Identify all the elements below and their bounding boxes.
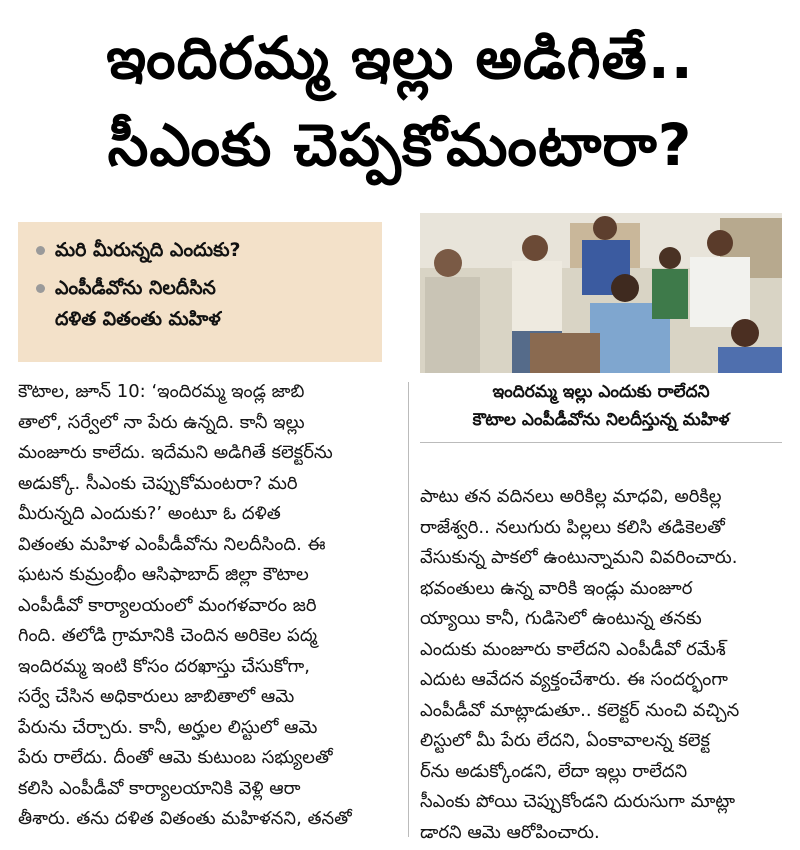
caption-divider [420, 442, 782, 443]
article-line: డారని ఆమె ఆరోపించారు. [420, 821, 600, 843]
article-line: ఇందిరమ్మ ఇంటి కోసం దరఖాస్తు చేసుకోగా, [18, 655, 310, 677]
article-line: పాటు తన వదినలు అరికిల్ల మాధవి, అరికిల్ల [420, 486, 722, 507]
bullet-icon [36, 284, 45, 293]
caption-line: కౌటాల ఎంపీడీవోను నిలదీస్తున్న మహిళ [472, 410, 730, 430]
column-divider [408, 382, 409, 837]
highlight-item [30, 274, 370, 302]
news-photo [420, 213, 782, 373]
article-line: ఎదుట ఆవేదన వ్యక్తంచేశారు. ఈ సందర్భంగా [420, 669, 728, 690]
article-line: మంజూరు కాలేదు. ఇదేమని అడిగితే కలెక్టర్‌ను [18, 442, 333, 463]
article-line: పేరు రాలేదు. దీంతో ఆమె కుటుంబ సభ్యులతో [18, 747, 333, 768]
headline-line-2: సీఎంకు చెప్పకోమంటారా? [107, 111, 693, 179]
article-line: సర్వే చేసిన అధికారులు జాబితాలో ఆమె [18, 686, 295, 707]
article-line: అడుక్కో. సీఎంకు చెప్పుకోమంటరా? మరి [18, 472, 298, 494]
highlight-text: ఎంపీడీవోను నిలదీసిన [55, 277, 216, 299]
highlight-box [18, 222, 382, 362]
article-line: వేసుకున్న పాకలో ఉంటున్నామని వివరించారు. [420, 547, 738, 568]
article-line: భవంతులు ఉన్న వారికి ఇండ్లు మంజూర [420, 577, 693, 599]
article-line: ఎంపీడీవో మాట్లాడుతూ.. కలెక్టర్ నుంచి వచ్చిన [420, 699, 740, 721]
headline-line-1: ఇందిరమ్మ ఇల్లు అడిగితే.. [106, 24, 694, 92]
highlight-text: మరి మీరున్నది ఎందుకు? [55, 239, 241, 261]
caption-line: ఇందిరమ్మ ఇల్లు ఎందుకు రాలేదని [492, 382, 710, 402]
article-line: కలిసి ఎంపీడీవో కార్యాలయానికి వెళ్లి ఆరా [18, 777, 301, 799]
photo-caption [420, 378, 782, 434]
bullet-icon [36, 246, 45, 255]
article-line: పేరును చేర్చారు. కానీ, అర్హుల లిస్టులో ఆమె [18, 716, 318, 738]
article-line: రాజేశ్వరి.. నలుగురు పిల్లలు కలిసి తడికెలతో [420, 516, 725, 538]
article-line: య్యాయి కానీ, గుడిసెలో ఉంటున్న తనకు [420, 608, 702, 629]
article-line: సీఎంకు పోయి చెప్పుకోండని దురుసుగా మాట్లా [420, 791, 736, 812]
article-column-left [18, 377, 400, 835]
article-line: ఎంపీడీవో కార్యాలయంలో మంగళవారం జరి [18, 594, 317, 616]
highlight-text-continued: దళిత వితంతు మహిళ [55, 308, 221, 330]
article-line: ర్‌ను అడుక్కోండని, లేదా ఇల్లు రాలేదని [420, 760, 688, 782]
article-line: వితంతు మహిళ ఎంపీడీవోను నిలదీసింది. ఈ [18, 533, 326, 555]
article-line: మీరున్నది ఎందుకు?’ అంటూ ఓ దళిత [18, 503, 281, 524]
article-column-right [420, 482, 782, 848]
highlight-item [30, 236, 370, 264]
article-line: తీశారు. తను దళిత వితంతు మహిళనని, తనతో [18, 808, 352, 829]
article-line: తాలో, సర్వేలో నా పేరు ఉన్నది. కానీ ఇల్లు [18, 411, 305, 433]
article-line: గింది. తలోడి గ్రామానికి చెందిన అరికెల పద్మ [18, 625, 318, 646]
article-line: ఎందుకు మంజూరు కాలేదని ఎంపీడీవో రమేశ్ [420, 638, 726, 660]
article-line: లిస్టులో మీ పేరు లేదని, ఏంకావాలన్న కలెక్ట [420, 730, 710, 751]
article-line: ఘటన కుమ్రంభీం ఆసిఫాబాద్ జిల్లా కౌటాల [18, 564, 309, 585]
article-line: కౌటాల, జూన్ 10: ‘ఇందిరమ్మ ఇండ్ల జాబి [18, 381, 305, 402]
